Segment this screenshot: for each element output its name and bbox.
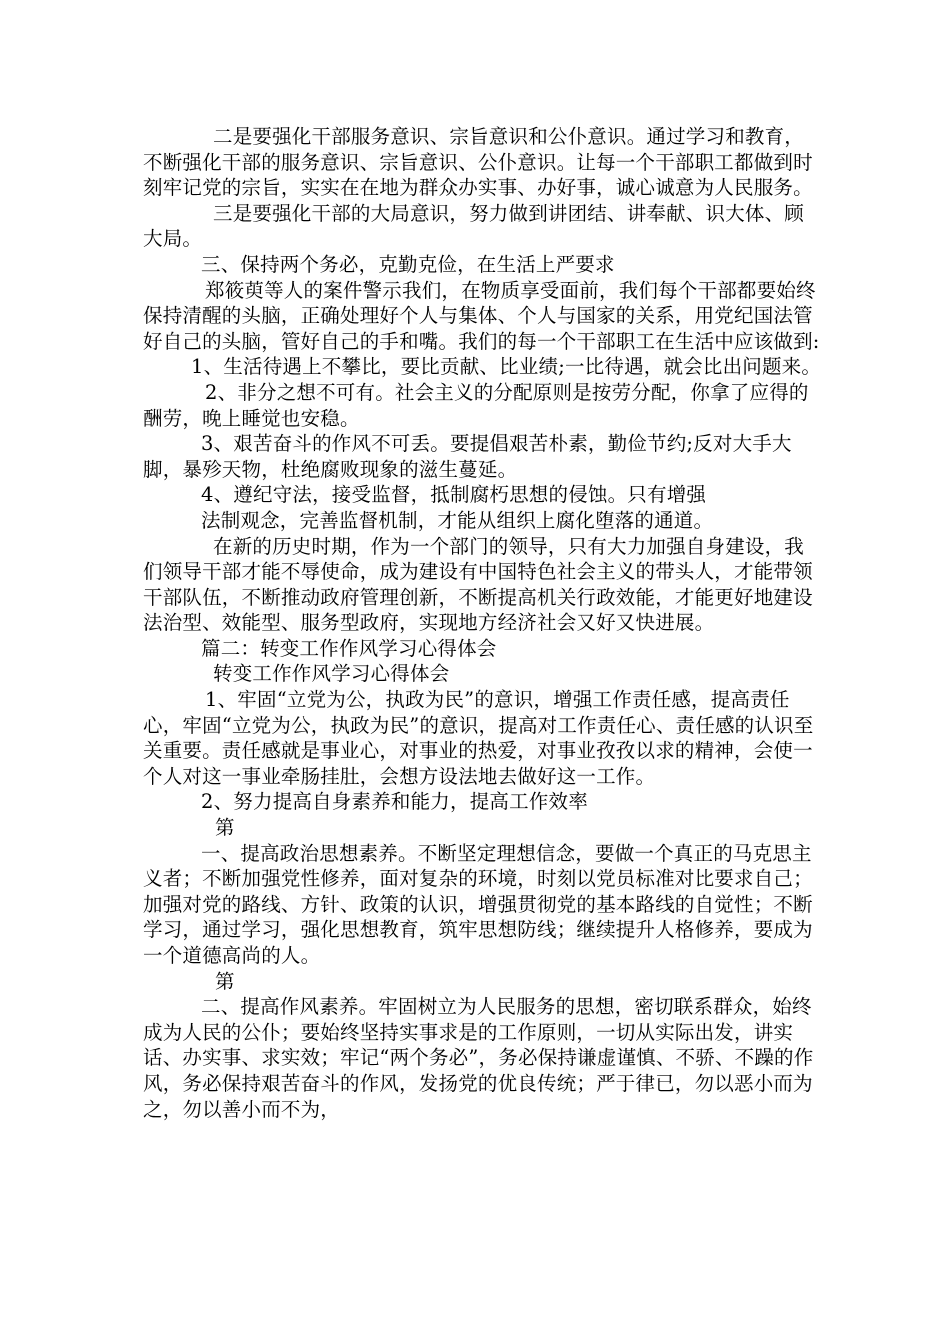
- paragraph-responsibility: 1、牢固“立党为公，执政为民”的意识，增强工作责任感，提高责任心，牢固“立党为公，执政为民”的意识，提高对工作责任心、责任感的认识至关重要。责任感就是事业心，对事业的热爱，对事业孜孜以求的精神，会使一个人对这一事业牵肠挂肚，会想方设法地去做好这一工作。: [143, 688, 814, 788]
- paragraph-case-warning: 郑筱萸等人的案件警示我们，在物质享受面前，我们每个干部都要始终保持清醒的头脑，正确处理好个人与集体、个人与国家的关系，用党纪国法管好自己的头脑，管好自己的手和嘴。我们的每一个干部职工在生活中应该做到:: [143, 278, 820, 353]
- list-item-4-line-1: 4、遵纪守法，接受监督，抵制腐朽思想的侵蚀。只有增强: [201, 483, 707, 507]
- section-heading-two-musts: 三、保持两个务必，克勤克俭，在生活上严要求: [201, 252, 615, 276]
- document-subtitle: 转变工作作风学习心得体会: [213, 662, 450, 686]
- list-item-2: 2、非分之想不可有。社会主义的分配原则是按劳分配，你拿了应得的酬劳，晚上睡觉也安稳。: [143, 380, 809, 430]
- paragraph-ordinal-first: 第: [215, 816, 235, 840]
- paragraph-improve-ability: 2、努力提高自身素养和能力，提高工作效率: [201, 790, 588, 814]
- list-item-4: [143, 482, 823, 533]
- paragraph-new-era: 在新的历史时期，作为一个部门的领导，只有大力加强自身建设，我们领导干部才能不辱使命，成为建设有中国特色社会主义的带头人，才能带领干部队伍，不断推动政府管理创新，不断提高机关行政效能，才能更好地建设法治型、效能型、服务型政府，实现地方经济社会又好又快进展。: [143, 534, 813, 635]
- paragraph-service-awareness: 二是要强化干部服务意识、宗旨意识和公仆意识。通过学习和教育，不断强化干部的服务意识、宗旨意识、公仆意识。让每一个干部职工都做到时刻牢记党的宗旨，实实在在地为群众办实事、办好事，诚心诚意为人民服务。: [143, 125, 813, 200]
- paragraph-overall-awareness: 三是要强化干部的大局意识，努力做到讲团结、讲奉献、识大体、顾大局。: [143, 201, 805, 251]
- paragraph-work-style: 二、提高作风素养。牢固树立为人民服务的思想，密切联系群众，始终成为人民的公仆；要始终坚持实事求是的工作原则，一切从实际出发，讲实话、办实事、求实效；牢记“两个务必”，务必保持谦虚谨慎、不骄、不躁的作风，务必保持艰苦奋斗的作风，发扬党的优良传统；严于律已，勿以恶小而为之，勿以善小而不为，: [143, 995, 814, 1121]
- paragraph-ordinal-second: 第: [215, 969, 235, 993]
- list-item-1: 1、生活待遇上不攀比，要比贡献、比业绩;一比待遇，就会比出问题来。: [191, 355, 822, 379]
- document-body: [143, 124, 823, 1122]
- chapter-heading: 篇二：转变工作作风学习心得体会: [201, 636, 497, 660]
- paragraph-political-quality: 一、提高政治思想素养。不断坚定理想信念，要做一个真正的马克思主义者；不断加强党性修养，面对复杂的环境，时刻以党员标准对比要求自己；加强对党的路线、方针、政策的认识，增强贯彻党的基本路线的自觉性；不断学习，通过学习，强化思想教育，筑牢思想防线；继续提升人格修养，要成为一个道德高尚的人。: [143, 841, 813, 967]
- list-item-3: 3、艰苦奋斗的作风不可丢。要提倡艰苦朴素，勤俭节约;反对大手大脚，暴殄天物，杜绝腐败现象的滋生蔓延。: [143, 432, 792, 481]
- list-item-4-line-2: 法制观念，完善监督机制，才能从组织上腐化堕落的通道。: [201, 508, 714, 532]
